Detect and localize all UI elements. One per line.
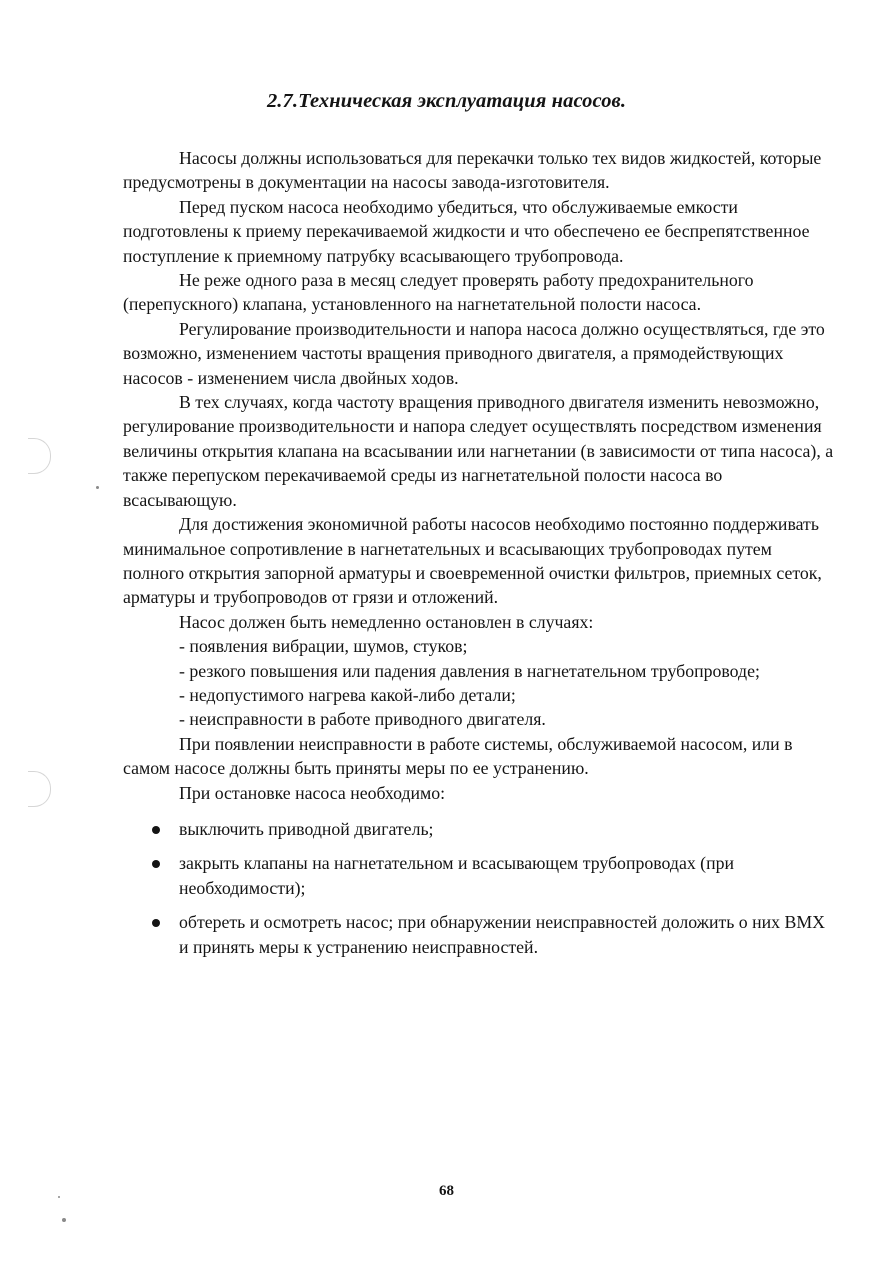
paragraph: Перед пуском насоса необходимо убедиться, что обслуживаемые емкости подготовлены к приему перекачиваемой жидкости и что обеспечено ее беспрепятственное поступление к приемному патрубку всасывающего трубопровода. xyxy=(123,196,810,266)
bullet-text: обтереть и осмотреть насос; при обнаружении неисправностей доложить о них ВМХ и принять меры к устранению неисправностей. xyxy=(179,912,826,957)
stop-case-item: - неисправности в работе приводного двигателя. xyxy=(179,709,546,730)
paragraph: Насосы должны использоваться для перекачки только тех видов жидкостей, которые предусмотрены в документации на насосы завода-изготовителя. xyxy=(123,148,822,193)
paragraph: Регулирование производительности и напора насоса должно осуществляться, где это возможно, изменением частоты вращения приводного двигателя, а прямодействующих насосов - изменением числа двойных ходов. xyxy=(123,318,825,388)
scan-speck xyxy=(62,1218,66,1222)
stop-case-item: - появления вибрации, шумов, стуков; xyxy=(179,636,468,657)
paragraph: Не реже одного раза в месяц следует проверять работу предохранительного (перепускного) клапана, установленного на нагнетательной полости насоса. xyxy=(123,270,754,315)
paragraph: Для достижения экономичной работы насосов необходимо постоянно поддерживать минимальное сопротивление в нагнетательных и всасывающих трубопроводах путем полного открытия запорной арматуры и своевременной очистки фильтров, приемных сеток, арматуры и трубопроводов от грязи и отложений. xyxy=(123,514,822,608)
bullet-text: закрыть клапаны на нагнетательном и всасывающем трубопроводах (при необходимости); xyxy=(179,853,735,898)
stop-case-item: - недопустимого нагрева какой-либо детали; xyxy=(179,684,516,705)
section-title: 2.7.Техническая эксплуатация насосов. xyxy=(266,90,627,112)
paragraph: При остановке насоса необходимо: xyxy=(179,782,446,803)
punch-hole-bottom xyxy=(28,771,51,807)
shutdown-steps-list xyxy=(123,817,835,959)
bullet-dot-icon xyxy=(152,919,160,927)
bullet-item xyxy=(123,851,835,900)
bullet-item xyxy=(123,910,835,959)
page-number: 68 xyxy=(439,1183,454,1199)
stop-case-item: - резкого повышения или падения давления в нагнетательном трубопроводе; xyxy=(179,660,760,681)
bullet-item xyxy=(123,817,835,841)
bullet-text: выключить приводной двигатель; xyxy=(179,818,434,839)
paragraph: Насос должен быть немедленно остановлен в случаях: xyxy=(179,611,594,632)
paragraph: В тех случаях, когда частоту вращения приводного двигателя изменить невозможно, регулирование производительности и напора следует осуществлять посредством изменения величины открытия клапана на всасывании или нагнетании (в зависимости от типа насоса), а также перепуском перекачиваемой среды из нагнетательной полости насоса во всасывающую. xyxy=(123,392,834,510)
bullet-dot-icon xyxy=(152,860,160,868)
body-text xyxy=(123,146,835,969)
punch-hole-top xyxy=(28,438,51,474)
paragraph: При появлении неисправности в работе системы, обслуживаемой насосом, или в самом насосе должны быть приняты меры по ее устранению. xyxy=(123,733,793,779)
bullet-dot-icon xyxy=(152,826,160,834)
scan-speck xyxy=(96,486,99,489)
